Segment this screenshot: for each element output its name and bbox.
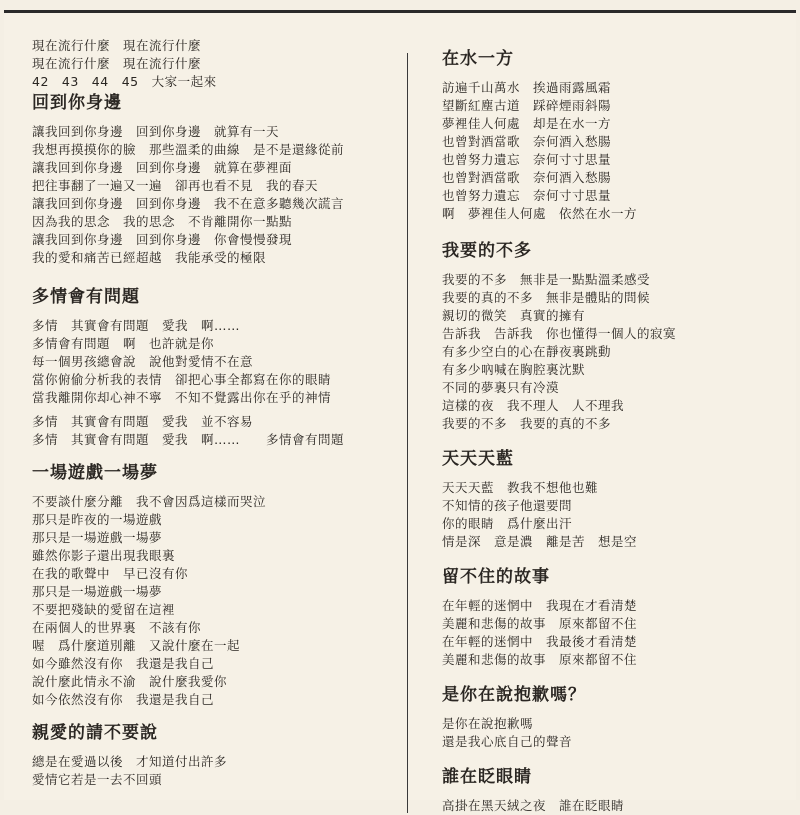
lyric-line: 我的愛和痛苦已經超越 我能承受的極限 [32,250,267,265]
song-title: 一場遊戲一場夢 [32,463,158,483]
lyric-line: 也曾對酒當歌 奈何酒入愁腸 [442,170,612,185]
lyric-line: 不知情的孩子他還要問 [442,498,573,513]
lyric-line: 當我離開你却心神不寧 不知不覺露出你在乎的神情 [32,390,332,405]
lyric-line: 多情 其實會有問題 愛我 並不容易 [32,414,254,429]
lyric-line: 高掛在黑天絨之夜 誰在眨眼睛 [442,798,625,813]
song-title: 是你在說抱歉嗎？ [442,685,586,705]
lyric-line: 我想再摸摸你的臉 那些溫柔的曲線 是不是還緣從前 [32,142,345,157]
lyric-line: 在我的歌聲中 早已沒有你 [32,566,189,581]
lyric-line: 也曾努力遺忘 奈何寸寸思量 [442,152,612,167]
column-divider [407,53,408,813]
lyric-line: 如今雖然沒有你 我還是我自己 [32,656,215,671]
song-title: 多情會有問題 [32,287,140,307]
lyric-line: 當你俯偷分析我的表情 卻把心事全都寫在你的眼睛 [32,372,332,387]
lyric-line: 不同的夢裏只有冷漠 [442,380,560,395]
lyric-line: 把往事翻了一遍又一遍 卻再也看不見 我的春天 [32,178,319,193]
lyric-line: 說什麼此情永不渝 說什麼我愛你 [32,674,228,689]
song-title: 回到你身邊 [32,93,122,113]
intro-line: 現在流行什麼 現在流行什麼 [32,56,202,71]
lyric-line: 不要談什麼分離 我不會因爲這樣而哭泣 [32,494,267,509]
lyric-line: 美麗和悲傷的故事 原來都留不住 [442,652,638,667]
lyric-line: 有多少吶喊在胸腔裏沈默 [442,362,586,377]
lyric-line: 不要把殘缺的愛留在這裡 [32,602,176,617]
lyric-line: 是你在說抱歉嗎 [442,716,534,731]
song-title: 親愛的請不要說 [32,723,158,743]
lyric-line: 如今依然沒有你 我還是我自己 [32,692,215,707]
lyric-line: 那只是一場遊戲一場夢 [32,584,163,599]
lyric-line: 那只是昨夜的一場遊戲 [32,512,163,527]
lyric-line: 天天天藍 教我不想他也難 [442,480,599,495]
lyric-line: 多情 其實會有問題 愛我 啊…… 多情會有問題 [32,432,345,447]
lyric-line: 多情 其實會有問題 愛我 啊…… [32,318,241,333]
lyrics-page [4,10,796,813]
song-title: 在水一方 [442,49,514,69]
lyric-line: 那只是一場遊戲一場夢 [32,530,163,545]
song-title: 我要的不多 [442,241,532,261]
lyric-line: 愛情它若是一去不回頭 [32,772,163,787]
lyric-line: 喔 爲什麼道別離 又說什麼在一起 [32,638,241,653]
lyric-line: 你的眼睛 爲什麼出汗 [442,516,573,531]
lyric-line: 夢裡佳人何處 却是在水一方 [442,116,612,131]
song-title: 誰在眨眼睛 [442,767,532,787]
lyric-line: 讓我回到你身邊 回到你身邊 就算有一天 [32,124,280,139]
lyric-line: 親切的微笑 真實的擁有 [442,308,586,323]
lyric-line: 訪遍千山萬水 挨過雨露風霜 [442,80,612,95]
lyric-line: 多情會有問題 啊 也許就是你 [32,336,215,351]
lyric-line: 也曾對酒當歌 奈何酒入愁腸 [442,134,612,149]
right-column [442,47,782,815]
lyric-line: 因為我的思念 我的思念 不肯離開你一點點 [32,214,293,229]
lyric-line: 讓我回到你身邊 回到你身邊 你會慢慢發現 [32,232,293,247]
lyric-line: 有多少空白的心在靜夜裏跳動 [442,344,612,359]
lyric-line: 我要的不多 無非是一點點溫柔感受 [442,272,651,287]
lyric-line: 雖然你影子還出現我眼裏 [32,548,176,563]
song-title: 天天天藍 [442,449,514,469]
lyric-line: 啊 夢裡佳人何處 依然在水一方 [442,206,638,221]
lyric-line: 每一個男孩總會說 說他對愛情不在意 [32,354,254,369]
lyric-line: 也曾努力遺忘 奈何寸寸思量 [442,188,612,203]
lyric-line: 在年輕的迷惘中 我最後才看清楚 [442,634,638,649]
lyric-line: 告訴我 告訴我 你也懂得一個人的寂寞 [442,326,677,341]
lyric-line: 美麗和悲傷的故事 原來都留不住 [442,616,638,631]
lyric-line: 這樣的夜 我不理人 人不理我 [442,398,625,413]
lyric-line: 讓我回到你身邊 回到你身邊 就算在夢裡面 [32,160,293,175]
left-column [32,37,394,789]
song-title: 留不住的故事 [442,567,550,587]
lyric-line: 總是在愛過以後 才知道付出許多 [32,754,228,769]
lyric-line: 還是我心底自己的聲音 [442,734,573,749]
lyric-line: 情是深 意是濃 離是苦 想是空 [442,534,638,549]
lyric-line: 我要的真的不多 無非是體貼的問候 [442,290,651,305]
intro-line: 42 43 44 45 大家一起來 [32,74,217,89]
lyric-line: 在年輕的迷惘中 我現在才看清楚 [442,598,638,613]
lyric-line: 我要的不多 我要的真的不多 [442,416,612,431]
intro-line: 現在流行什麼 現在流行什麼 [32,38,202,53]
lyric-line: 在兩個人的世界裏 不該有你 [32,620,202,635]
lyric-line: 望斷紅塵古道 踩碎煙雨斜陽 [442,98,612,113]
lyric-line: 讓我回到你身邊 回到你身邊 我不在意多聽幾次謊言 [32,196,345,211]
